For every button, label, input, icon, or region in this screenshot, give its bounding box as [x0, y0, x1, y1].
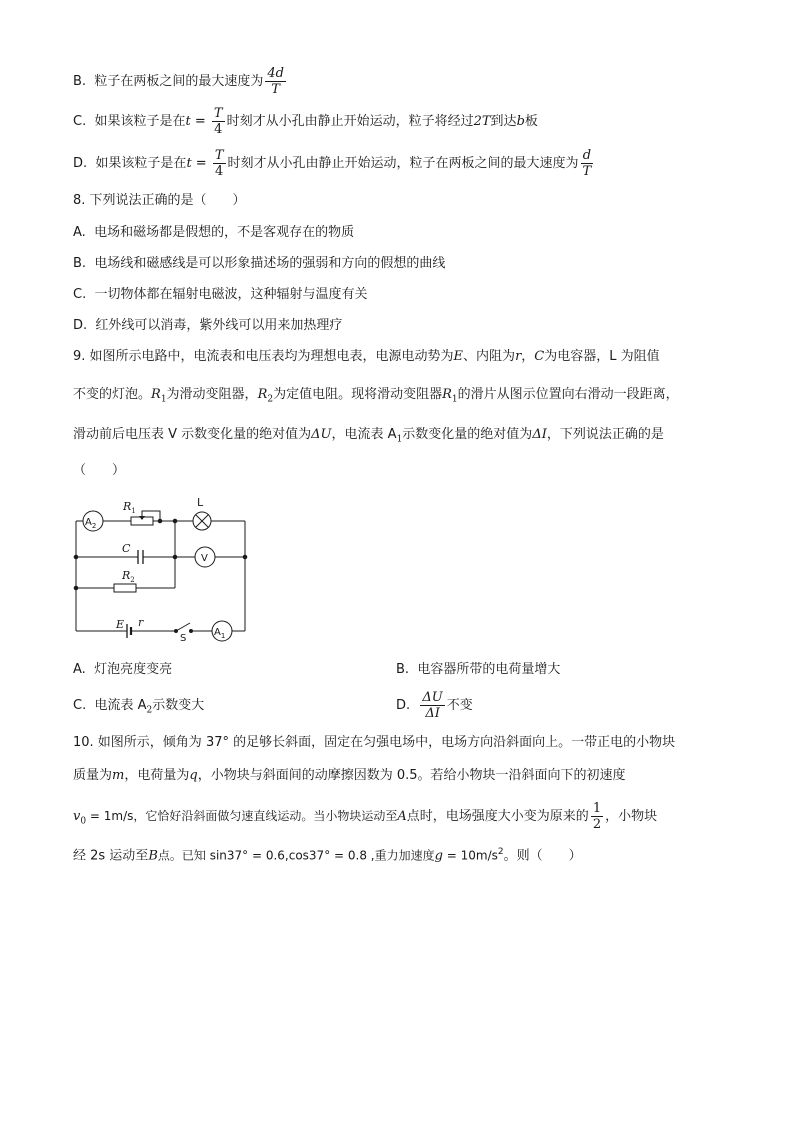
q9-option-a: A. 灯泡亮度变亮 — [73, 662, 173, 677]
slider-arrow-icon — [139, 516, 145, 520]
q10-stem-line-2: 质量为m，电荷量为q，小物块与斜面间的动摩擦因数为 0.5。若给小物块一沿斜面向下的初速度 — [73, 768, 626, 783]
junction-dot — [74, 586, 78, 590]
resistor-r2-icon — [114, 584, 136, 592]
q9-stem-line-3: 滑动前后电压表 V 示数变化量的绝对值为ΔU，电流表 $A_1$示数变化量的绝对值为ΔI，下列说法正确的是 — [73, 427, 664, 445]
q9-option-b: B. 电容器所带的电荷量增大 — [396, 662, 561, 677]
junction-dot — [158, 519, 162, 523]
q9-option-d: D. $\frac{\Delta U}{\Delta I}$ 不变 — [396, 690, 473, 721]
battery-e-label: E — [116, 618, 125, 631]
internal-resistance-label: r — [138, 616, 144, 629]
q9-option-c: C. 电流表 $A_2$示数变大 — [73, 698, 205, 716]
fraction-one-half: $\frac{1}{2}$ — [592, 801, 602, 832]
q8-option-d: D. 红外线可以消毒，紫外线可以用来加热理疗 — [73, 318, 343, 333]
q10-stem-line-4: 经 2s 运动至B点。已知 sin37° = 0.6,cos37° = 0.8 ,重力加速度$g = 10m/s^2$。则（ ） — [73, 847, 582, 864]
q10-stem-line-1: 10. 如图所示，倾角为 37° 的足够长斜面，固定在匀强电场中，电场方向沿斜面向上。一带正电的小物块 — [73, 735, 676, 750]
q9-stem-line-1: 9. 如图所示电路中，电流表和电压表均为理想电表，电源电动势为E、内阻为r，C为电容器，L 为阻值 — [73, 349, 660, 364]
q8-stem: 8. 下列说法正确的是（ ） — [73, 193, 246, 208]
junction-dot — [74, 555, 78, 559]
ammeter-a2-label: $A_2$ — [85, 517, 97, 530]
ammeter-a1-label: $A_1$ — [214, 627, 226, 640]
q8-option-b: B. 电场线和磁感线是可以形象描述场的强弱和方向的假想的曲线 — [73, 256, 446, 271]
q8-option-c: C. 一切物体都在辐射电磁波，这种辐射与温度有关 — [73, 287, 368, 302]
q7-option-b: B. 粒子在两板之间的最大速度为 $\frac{4d}{T}$ — [73, 66, 284, 97]
voltmeter-label: V — [201, 553, 208, 564]
capacitor-label: C — [122, 542, 131, 555]
q10-stem-line-3: $v_0 = 1m/s$，它恰好沿斜面做匀速直线运动。当小物块运动至A点时，电场强度大小变为原来的 $\frac{1}{2}$ ，小物块 — [73, 801, 658, 832]
rheostat-r1-label: $R_1$ — [123, 500, 136, 515]
switch-label: S — [180, 633, 187, 643]
switch-contact — [175, 630, 178, 633]
junction-dot — [173, 555, 177, 559]
junction-dot — [243, 555, 247, 559]
lamp-label: L — [197, 496, 204, 509]
q9-answer-bracket: （ ） — [73, 463, 126, 478]
fraction-t-over-4: $\frac{T}{4}$ — [213, 106, 223, 137]
fraction-t-over-4: $\frac{T}{4}$ — [214, 148, 224, 179]
q9-stem-line-2: 不变的灯泡。$R_1$为滑动变阻器，$R_2$为定值电阻。现将滑动变阻器$R_1$的滑片从图示位置向右滑动一段距离， — [73, 387, 679, 405]
q7-option-c: C. 如果该粒子是在t = $\frac{T}{4}$ 时刻才从小孔由静止开始运动，粒子将经过2T到达b板 — [73, 106, 538, 137]
fraction-du-over-di: $\frac{\Delta U}{\Delta I}$ — [422, 690, 443, 721]
fraction-d-over-t: $\frac{d}{T}$ — [582, 148, 592, 179]
resistor-r2-label: $R_2$ — [122, 569, 135, 584]
fraction-4d-over-t: $\frac{4d}{T}$ — [267, 66, 284, 97]
q7-option-d: D. 如果该粒子是在t = $\frac{T}{4}$ 时刻才从小孔由静止开始运动，粒子在两板之间的最大速度为 $\frac{d}{T}$ — [73, 148, 592, 179]
circuit-diagram — [70, 493, 255, 643]
q8-option-a: A. 电场和磁场都是假想的，不是客观存在的物质 — [73, 225, 355, 240]
switch-lever-icon — [176, 623, 190, 631]
